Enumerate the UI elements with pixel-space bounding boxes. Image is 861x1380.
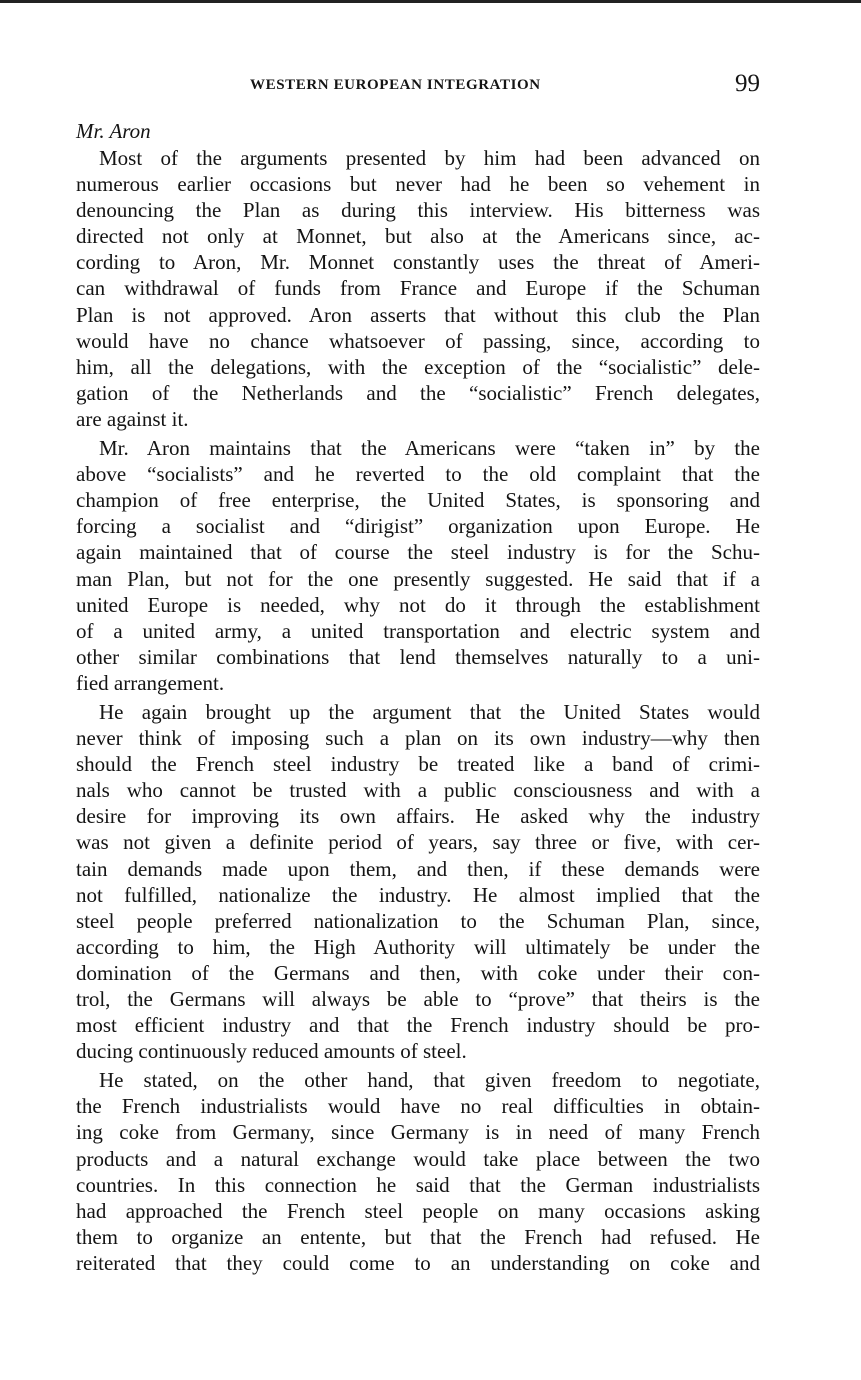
running-header [76, 70, 760, 104]
text-line: products and a natural exchange would take place between the two [76, 1146, 760, 1171]
text-line: champion of free enterprise, the United States, is sponsoring and [76, 488, 760, 513]
text-line: Plan is not approved. Aron asserts that without this club the Plan [76, 302, 760, 327]
text-line: them to organize an entente, but that the French had refused. He [76, 1224, 760, 1249]
text-line: never think of imposing such a plan on its own industry—why then [76, 726, 760, 751]
text-line: nals who cannot be trusted with a public consciousness and with a [76, 778, 760, 803]
text-line: should the French steel industry be treated like a band of crimi- [76, 752, 760, 777]
text-line: of a united army, a united transportation and electric system and [76, 618, 760, 643]
text-line: above “socialists” and he reverted to the old complaint that the [76, 462, 760, 487]
text-line: can withdrawal of funds from France and Europe if the Schuman [76, 276, 760, 301]
text-line: other similar combinations that lend themselves naturally to a uni- [76, 644, 760, 669]
text-line: directed not only at Monnet, but also at the Americans since, ac- [76, 224, 760, 249]
text-line: Most of the arguments presented by him had been advanced on [99, 146, 760, 170]
text-line: most efficient industry and that the French industry should be pro- [76, 1013, 760, 1038]
page-top-edge [0, 0, 861, 3]
text-line: reiterated that they could come to an understanding on coke and [76, 1250, 760, 1275]
text-line: tain demands made upon them, and then, if these demands were [76, 856, 760, 881]
text-line: was not given a definite period of years, say three or five, with cer- [76, 830, 760, 855]
text-line: again maintained that of course the steel industry is for the Schu- [76, 540, 760, 565]
text-line: domination of the Germans and then, with coke under their con- [76, 960, 760, 985]
text-line: He stated, on the other hand, that given freedom to negotiate, [99, 1068, 760, 1093]
text-line: cording to Aron, Mr. Monnet constantly uses the threat of Ameri- [76, 250, 760, 275]
text-line: would have no chance whatsoever of passing, since, according to [76, 328, 760, 353]
text-line: ducing continuously reduced amounts of steel. [76, 1039, 467, 1064]
text-line: fied arrangement. [76, 670, 225, 695]
page-number: 99 [735, 70, 760, 97]
text-line: numerous earlier occasions but never had he been so vehement in [76, 172, 760, 197]
paragraph [76, 145, 760, 432]
text-line: steel people preferred nationalization to the Schuman Plan, since, [76, 908, 760, 933]
text-line: He again brought up the argument that the United States would [99, 699, 760, 724]
text-line: according to him, the High Authority will ultimately be under the [76, 934, 760, 959]
text-line: trol, the Germans will always be able to “prove” that theirs is the [76, 987, 760, 1011]
text-line: man Plan, but not for the one presently suggested. He said that if a [76, 566, 760, 591]
page-body [76, 118, 760, 1279]
text-line: Mr. Aron maintains that the Americans were “taken in” by the [99, 436, 760, 461]
paragraph [76, 435, 760, 696]
paragraph [76, 699, 760, 1064]
text-line: forcing a socialist and “dirigist” organization upon Europe. He [76, 514, 760, 539]
speaker-heading: Mr. Aron [76, 119, 151, 143]
text-line: gation of the Netherlands and the “socialistic” French delegates, [76, 380, 760, 405]
text-line: are against it. [76, 406, 189, 431]
running-title: WESTERN EUROPEAN INTEGRATION [250, 77, 541, 93]
text-line: united Europe is needed, why not do it through the establishment [76, 592, 760, 617]
text-line: ing coke from Germany, since Germany is in need of many French [76, 1120, 760, 1145]
text-line: the French industrialists would have no real difficulties in obtain- [76, 1094, 760, 1119]
text-line: denouncing the Plan as during this interview. His bitterness was [76, 198, 760, 223]
paragraph [76, 1067, 760, 1276]
text-line: desire for improving its own affairs. He asked why the industry [76, 804, 760, 829]
text-line: countries. In this connection he said that the German industrialists [76, 1172, 760, 1197]
text-line: not fulfilled, nationalize the industry. He almost implied that the [76, 882, 760, 907]
text-line: had approached the French steel people on many occasions asking [76, 1198, 760, 1223]
text-line: him, all the delegations, with the exception of the “socialistic” dele- [76, 354, 760, 379]
